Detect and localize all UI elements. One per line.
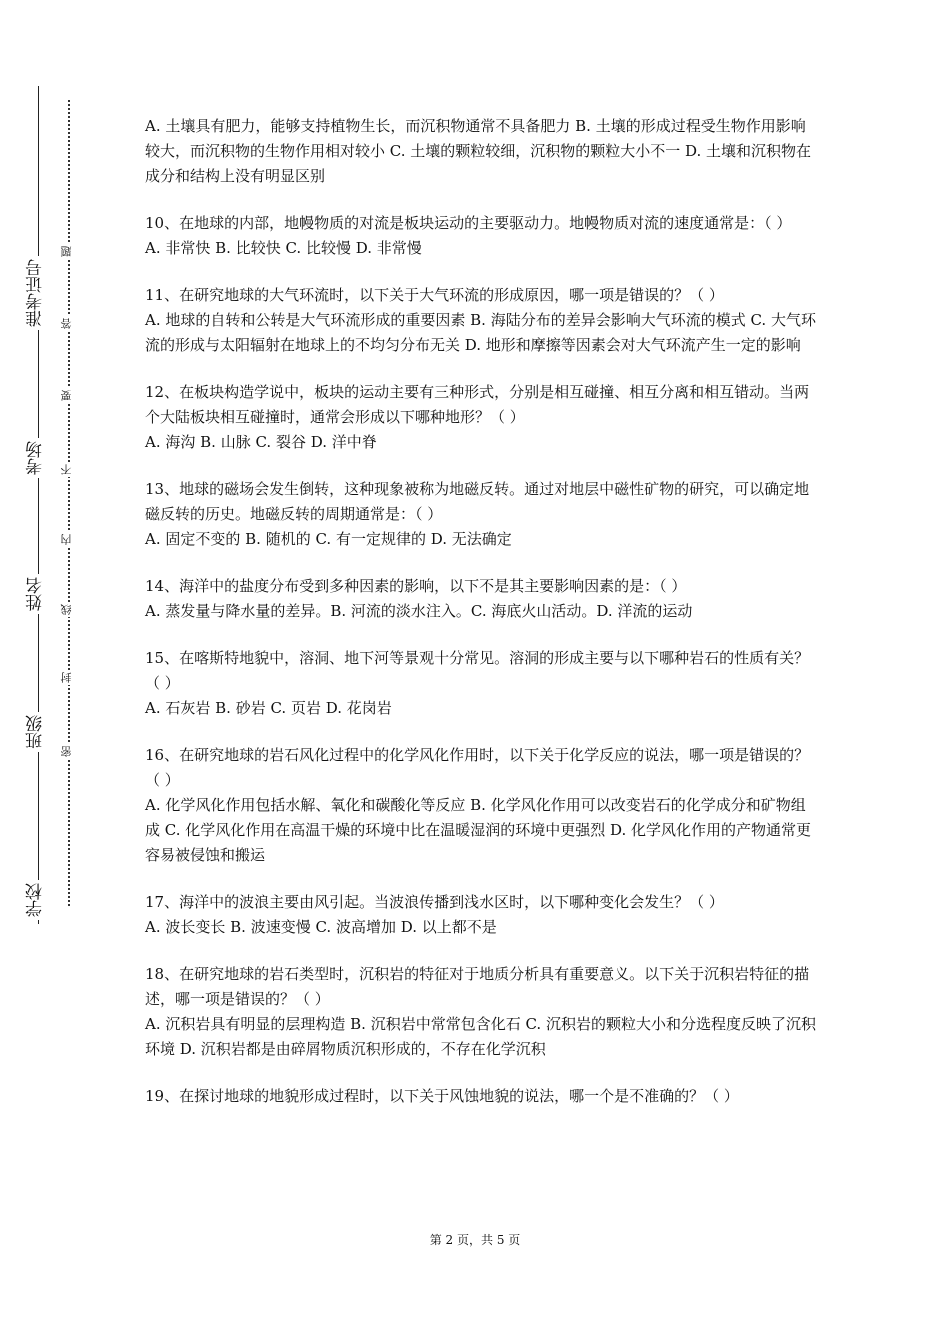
question-text: 14、海洋中的盐度分布受到多种因素的影响，以下不是其主要影响因素的是：（ ）	[145, 577, 687, 595]
seal-char: 答	[60, 318, 73, 329]
question-item-16	[145, 743, 817, 868]
question-options: A. 海沟 B. 山脉 C. 裂谷 D. 洋中脊	[145, 433, 377, 451]
question-item-14	[145, 574, 817, 624]
question-options: A. 波长变长 B. 波速变慢 C. 波高增加 D. 以上都不是	[145, 918, 497, 936]
question-item-10	[145, 211, 817, 261]
page-number-footer: 第 2 页，共 5 页	[429, 1233, 521, 1247]
seal-char: 线	[60, 604, 73, 615]
question-text: 19、在探讨地球的地貌形成过程时，以下关于风蚀地貌的说法，哪一个是不准确的？（ ）	[145, 1087, 739, 1105]
seal-char: 内	[60, 534, 73, 545]
seal-char: 不	[60, 464, 73, 475]
seal-dotted-line	[68, 100, 70, 906]
question-list	[145, 114, 817, 1131]
binding-solid-line	[38, 86, 39, 924]
question-options: A. 蒸发量与降水量的差异。B. 河流的淡水注入。C. 海底火山活动。D. 洋流的运动	[145, 602, 693, 620]
question-item-19	[145, 1084, 817, 1109]
seal-char: 要	[60, 390, 73, 401]
question-text: 18、在研究地球的岩石类型时，沉积岩的特征对于地质分析具有重要意义。以下关于沉积岩特征的描述，哪一项是错误的？（ ）	[145, 965, 810, 1008]
question-item-15	[145, 646, 817, 721]
question-item-12	[145, 380, 817, 455]
seal-char: 题	[60, 246, 73, 257]
question-text: 11、在研究地球的大气环流时，以下关于大气环流的形成原因，哪一项是错误的？（ ）	[145, 286, 724, 304]
school-field-label: 学校	[26, 880, 46, 920]
question-text: 12、在板块构造学说中，板块的运动主要有三种形式，分别是相互碰撞、相互分离和相互错动。当两个大陆板块相互碰撞时，通常会形成以下哪种地形？（ ）	[145, 383, 810, 426]
question-options: A. 固定不变的 B. 随机的 C. 有一定规律的 D. 无法确定	[145, 530, 512, 548]
question-item-11	[145, 283, 817, 358]
question-options: A. 石灰岩 B. 砂岩 C. 页岩 D. 花岗岩	[145, 699, 392, 717]
question-options: A. 化学风化作用包括水解、氧化和碳酸化等反应 B. 化学风化作用可以改变岩石的化学成分和矿物组成 C. 化学风化作用在高温干燥的环境中比在温暖湿润的环境中更强烈 D. 化学风化作用的产物通常更容易被侵蚀和搬运	[145, 796, 812, 864]
binding-margin	[0, 0, 120, 1344]
question-item-18	[145, 962, 817, 1062]
question-text: 16、在研究地球的岩石风化过程中的化学风化作用时，以下关于化学反应的说法，哪一项是错误的？（ ）	[145, 746, 810, 789]
ticket-number-field-label: 准考证号	[26, 256, 46, 330]
question-options: A. 土壤具有肥力，能够支持植物生长，而沉积物通常不具备肥力 B. 土壤的形成过程受生物作用影响较大，而沉积物的生物作用相对较小 C. 土壤的颗粒较细，沉积物的颗粒大小不一 D. 土壤和沉积物在成分和结构上没有明显区别	[145, 117, 812, 185]
question-options: A. 沉积岩具有明显的层理构造 B. 沉积岩中常常包含化石 C. 沉积岩的颗粒大小和分选程度反映了沉积环境 D. 沉积岩都是由碎屑物质沉积形成的，不存在化学沉积	[145, 1015, 816, 1058]
name-field-label: 姓名	[26, 574, 46, 614]
seal-char: 密	[60, 746, 73, 757]
question-options: A. 非常快 B. 比较快 C. 比较慢 D. 非常慢	[145, 239, 422, 257]
class-field-label: 班级	[26, 712, 46, 752]
exam-room-field-label: 考场	[26, 438, 46, 478]
question-text: 13、地球的磁场会发生倒转，这种现象被称为地磁反转。通过对地层中磁性矿物的研究，可以确定地磁反转的历史。地磁反转的周期通常是：（ ）	[145, 480, 810, 523]
question-text: 15、在喀斯特地貌中，溶洞、地下河等景观十分常见。溶洞的形成主要与以下哪种岩石的性质有关？（ ）	[145, 649, 810, 692]
question-options: A. 地球的自转和公转是大气环流形成的重要因素 B. 海陆分布的差异会影响大气环流的模式 C. 大气环流的形成与太阳辐射在地球上的不均匀分布无关 D. 地形和摩擦等因素会对大气环流产生一定的影响	[145, 311, 816, 354]
seal-char: 封	[60, 672, 73, 683]
question-item-9-options	[145, 114, 817, 189]
question-text: 17、海洋中的波浪主要由风引起。当波浪传播到浅水区时，以下哪种变化会发生？（ ）	[145, 893, 724, 911]
question-text: 10、在地球的内部，地幔物质的对流是板块运动的主要驱动力。地幔物质对流的速度通常是：（ ）	[145, 214, 792, 232]
question-item-13	[145, 477, 817, 552]
question-item-17	[145, 890, 817, 940]
